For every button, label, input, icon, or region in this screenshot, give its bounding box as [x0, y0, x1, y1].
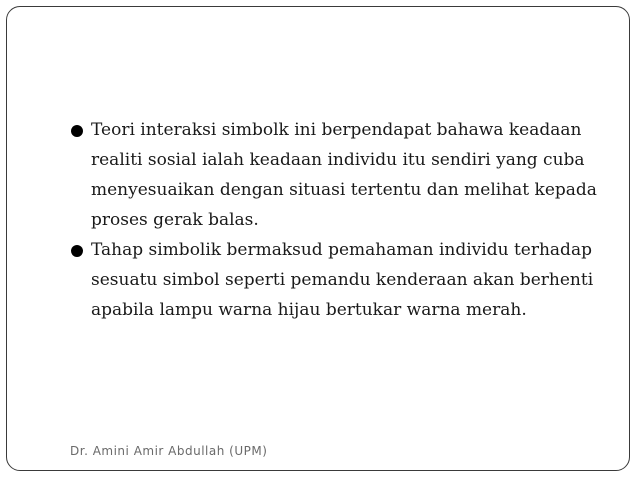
slide-frame	[6, 6, 630, 471]
bullet-dot-icon	[71, 125, 83, 137]
bullet-item	[71, 235, 619, 325]
bullet-text: Tahap simbolik bermaksud pemahaman individu terhadap sesuatu simbol seperti pemandu kenderaan akan berhenti apabila lampu warna hijau bertukar warna merah.	[91, 240, 594, 320]
bullet-dot-icon	[71, 245, 83, 257]
slide-body	[71, 115, 619, 325]
slide-footer: Dr. Amini Amir Abdullah (UPM)	[70, 444, 268, 458]
bullet-item	[71, 115, 619, 235]
bullet-text: Teori interaksi simbolk ini berpendapat bahawa keadaan realiti sosial ialah keadaan individu itu sendiri yang cuba menyesuaikan dengan situasi tertentu dan melihat kepada proses gerak balas.	[91, 120, 597, 230]
